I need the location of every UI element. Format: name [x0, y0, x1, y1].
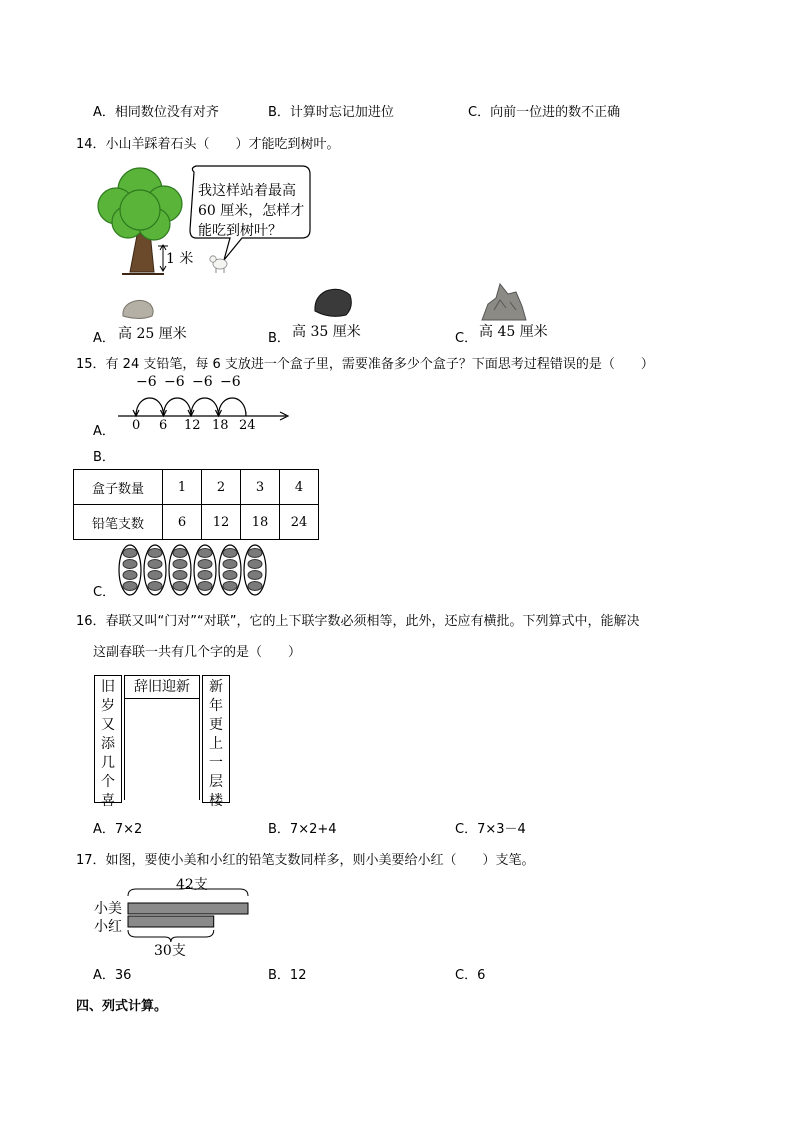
stone-35-icon [312, 285, 354, 319]
q16-option-b: B．7×2+4 [268, 822, 337, 837]
jump-arc [136, 398, 164, 416]
table-cell: 12 [202, 505, 241, 540]
section-four-title: 四、列式计算。 [76, 999, 168, 1014]
jump-label: −6 [192, 374, 213, 390]
pencil-item [223, 571, 237, 580]
right-couplet: 新 年 更 上 一 层 楼 [202, 675, 230, 803]
q14-option-a: 高 25 厘米 [118, 326, 187, 342]
q13-option-a: A．相同数位没有对齐 [93, 105, 219, 120]
stone-25-icon [120, 296, 156, 322]
q17-stem: 17．如图，要使小美和小红的铅笔支数同样多，则小美要给小红（ ）支笔。 [76, 853, 535, 868]
bottom-brace [128, 930, 214, 942]
pencil-item [123, 582, 137, 591]
speech-bubble-text: 我这样站着最高 60 厘米，怎样才 能吃到树叶？ [198, 183, 305, 239]
q13-option-c: C．向前一位进的数不正确 [468, 105, 621, 120]
pencil-item [223, 549, 237, 558]
table-cell: 盒子数量 [74, 470, 163, 505]
pencil-item [173, 571, 187, 580]
q14-stem: 14．小山羊踩着石头（ ）才能吃到树叶。 [76, 137, 340, 152]
name-xiaohong: 小红 [94, 919, 122, 935]
pencil-item [248, 571, 262, 580]
jump-label: −6 [220, 374, 241, 390]
top-brace [128, 886, 248, 896]
table-cell: 3 [241, 470, 280, 505]
q15-option-b: B． [93, 450, 115, 465]
pencil-item [148, 560, 162, 569]
q17-option-a: A．36 [93, 968, 132, 983]
q14-option-b-letter: B． [268, 331, 290, 346]
pencil-item [123, 571, 137, 580]
table-cell: 18 [241, 505, 280, 540]
pencil-item [248, 560, 262, 569]
pencil-item [173, 582, 187, 591]
q16-option-c: C．7×3－4 [455, 822, 526, 837]
jump-arc [191, 398, 219, 416]
q15-option-a: A． [93, 424, 115, 439]
stone-45-icon [480, 280, 528, 322]
pencil-item [198, 549, 212, 558]
jump-label: −6 [164, 374, 185, 390]
q14-option-b: 高 35 厘米 [292, 324, 361, 340]
q17-option-c: C．6 [455, 968, 486, 983]
table-cell: 1 [163, 470, 202, 505]
q15-stem: 15．有 24 支铅笔，每 6 支放进一个盒子里，需要准备多少个盒子？下面思考过程错误的是（ ） [76, 357, 654, 372]
q17-option-b: B．12 [268, 968, 307, 983]
top-label: 42支 [176, 877, 208, 893]
pencil-item [148, 571, 162, 580]
pencil-item [148, 549, 162, 558]
tick-label: 18 [212, 418, 229, 433]
bar-diagram [126, 886, 250, 946]
table-row [74, 505, 319, 540]
q13-option-b: B．计算时忘记加进位 [268, 105, 394, 120]
pencil-item [198, 560, 212, 569]
q14-option-c: 高 45 厘米 [479, 324, 548, 340]
q15-table [73, 469, 319, 540]
bottom-label: 30支 [154, 943, 186, 959]
q14-option-a-letter: A． [93, 331, 115, 346]
q16-stem-line2: 这副春联一共有几个字的是（ ） [93, 645, 302, 660]
bar-xiaomei [128, 903, 248, 914]
q15-option-c: C． [93, 585, 116, 600]
door-frame [124, 698, 200, 800]
table-cell: 2 [202, 470, 241, 505]
tick-label: 12 [184, 418, 201, 433]
tick-label: 0 [132, 418, 141, 433]
pencil-groups-illustration [117, 543, 269, 597]
table-row [74, 470, 319, 505]
horizontal-scroll: 辞旧迎新 [124, 675, 200, 699]
pencil-item [223, 582, 237, 591]
q14-option-c-letter: C． [455, 331, 478, 346]
name-xiaomei: 小美 [94, 901, 122, 917]
table-cell: 6 [163, 505, 202, 540]
table-cell: 铅笔支数 [74, 505, 163, 540]
tick-label: 6 [159, 418, 168, 433]
pencil-item [123, 560, 137, 569]
pencil-item [248, 549, 262, 558]
bar-xiaohong [128, 916, 214, 927]
pencil-item [173, 549, 187, 558]
pencil-item [223, 560, 237, 569]
left-couplet: 旧 岁 又 添 几 个 喜 [94, 675, 122, 803]
pencil-item [123, 549, 137, 558]
table-cell: 4 [280, 470, 319, 505]
pencil-item [173, 560, 187, 569]
pencil-item [198, 582, 212, 591]
q16-stem-line1: 16．春联又叫“门对”“对联”，它的上下联字数必须相等，此外，还应有横批。下列算式中，能解决 [76, 614, 640, 629]
q16-option-a: A．7×2 [93, 822, 143, 837]
tick-label: 24 [239, 418, 256, 433]
jump-arc [164, 398, 192, 416]
jump-label: −6 [136, 374, 157, 390]
jump-arc [219, 398, 247, 416]
pencil-item [248, 582, 262, 591]
pencil-item [198, 571, 212, 580]
height-label: 1 米 [166, 251, 194, 267]
pencil-item [148, 582, 162, 591]
table-cell: 24 [280, 505, 319, 540]
